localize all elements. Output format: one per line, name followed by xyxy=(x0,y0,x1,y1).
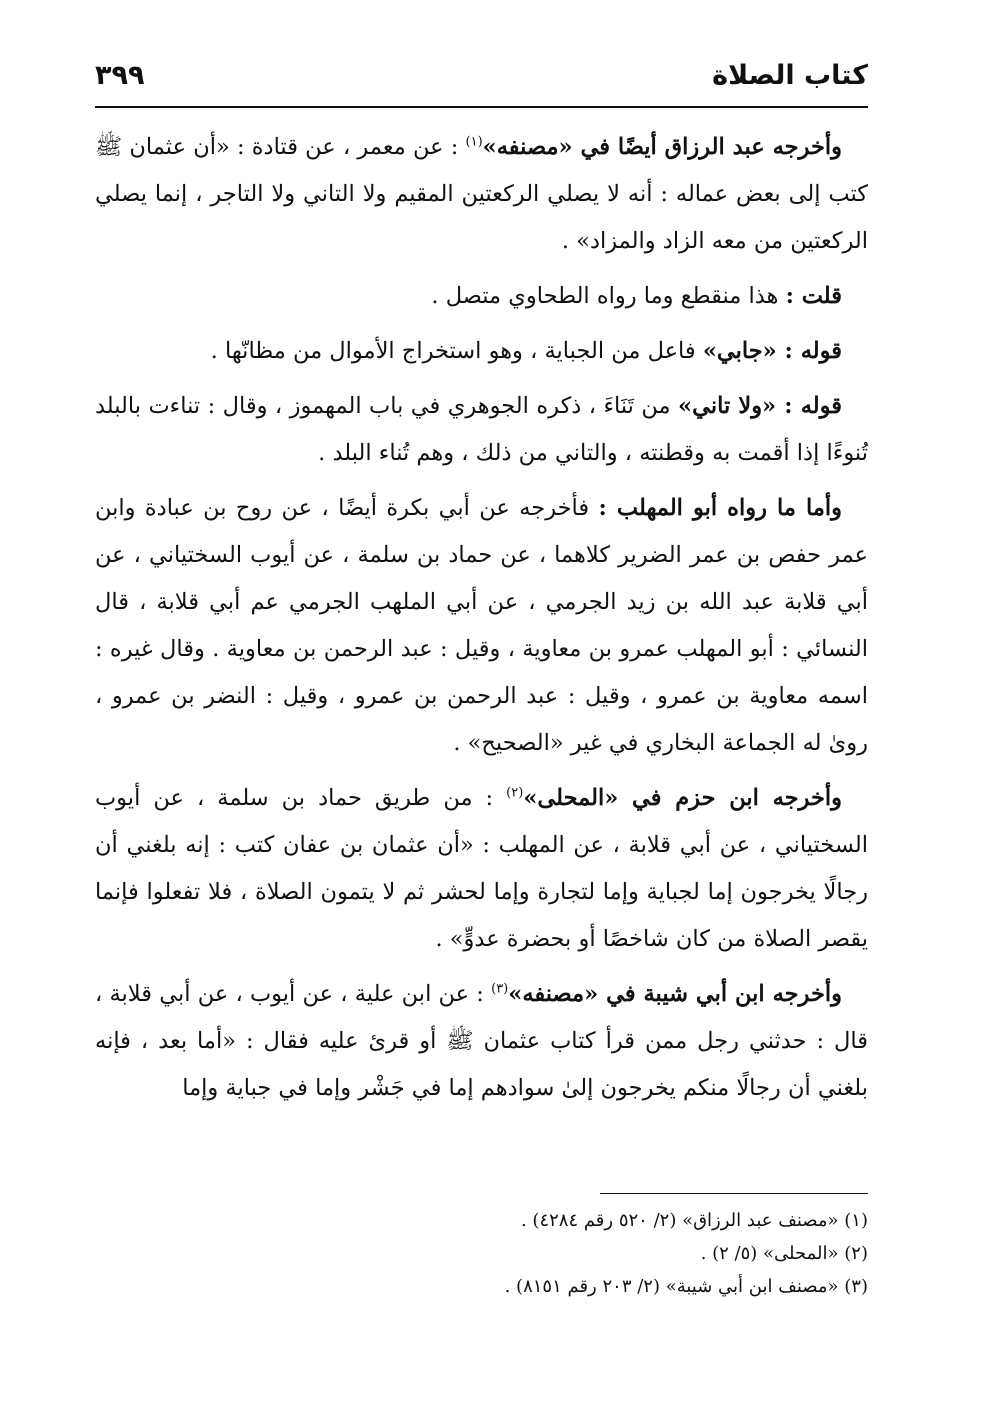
footnote: (٢) «المحلى» (٥/ ٢) . xyxy=(700,1243,868,1264)
paragraph-lead: وأخرجه ابن حزم في «المحلى» xyxy=(523,785,842,811)
footnote-ref: (٢) xyxy=(506,785,524,801)
footnote-ref: (١) xyxy=(465,134,483,150)
paragraph xyxy=(95,485,868,767)
footnote: (١) «مصنف عبد الرزاق» (٢/ ٥٢٠ رقم ٤٢٨٤) . xyxy=(520,1210,868,1231)
footnote: (٣) «مصنف ابن أبي شيبة» (٢/ ٢٠٣ رقم ٨١٥١) . xyxy=(504,1276,868,1297)
header-rule xyxy=(95,106,868,108)
paragraph xyxy=(95,971,868,1112)
paragraph xyxy=(95,124,868,265)
footnote-ref: (٣) xyxy=(491,981,509,997)
running-title: كتاب الصلاة xyxy=(712,60,868,91)
paragraph-text: : من طريق حماد بن سلمة ، عن أيوب السختياني ، عن أبي قلابة ، عن المهلب : «أن عثمان بن عفان كتب : إنه بلغني أن رجالًا يخرجون إما لجباية وإما لتجارة وإما لحشر ثم لا يتمون الصلاة ، فلا تفعلوا فإنما يقصر الصلاة من كان شاخصًا أو بحضرة عدوٍّ» . xyxy=(95,785,868,952)
paragraph-text: فأخرجه عن أبي بكرة أيضًا ، عن روح بن عبادة وابن عمر حفص بن عمر الضرير كلاهما ، عن حماد بن سلمة ، عن أيوب السختياني ، عن أبي قلابة عبد الله بن زيد الجرمي ، عن أبي الملهب الجرمي عم أبي قلابة ، قال النسائي : أبو المهلب عمرو بن معاوية ، وقيل : عبد الرحمن بن معاوية . وقال غيره : اسمه معاوية بن عمرو ، وقيل : عبد الرحمن بن عمرو ، وقيل : النضر بن عمرو ، روىٰ له الجماعة البخاري في غير «الصحيح» . xyxy=(95,495,868,756)
paragraph-text: : عن ابن علية ، عن أيوب ، عن أبي قلابة ، قال : حدثني رجل ممن قرأ كتاب عثمان ﷺ أو قرئ عليه فقال : «أما بعد ، فإنه بلغني أن رجالًا منكم يخرجون إلىٰ سوادهم إما في جَشْر وإما في جباية وإما xyxy=(95,981,868,1101)
paragraph-lead: قوله : «جابي» xyxy=(702,338,842,364)
paragraph-lead: وأخرجه ابن أبي شيبة في «مصنفه» xyxy=(508,981,842,1007)
paragraph xyxy=(95,775,868,963)
paragraph-lead: قوله : «ولا تاني» xyxy=(678,393,842,419)
paragraph-text: من تَنَاءَ ، ذكره الجوهري في باب المهموز ، وقال : تناءت بالبلد تُنوءًا إذا أقمت به وقطنته ، والتاني من ذلك ، وهم تُناء البلد . xyxy=(95,393,868,466)
paragraph-text: فاعل من الجباية ، وهو استخراج الأموال من مظانّها . xyxy=(210,338,703,364)
paragraph-lead: وأخرجه عبد الرزاق أيضًا في «مصنفه» xyxy=(482,134,842,160)
footnotes xyxy=(95,1204,868,1303)
paragraph xyxy=(95,273,868,320)
paragraph-lead: قلت : xyxy=(785,283,842,309)
page-header xyxy=(95,52,868,108)
paragraph xyxy=(95,328,868,375)
paragraph-text: هذا منقطع وما رواه الطحاوي متصل . xyxy=(431,283,786,309)
footnote-rule xyxy=(600,1193,868,1194)
paragraph-text: : عن معمر ، عن قتادة : «أن عثمان ﷺ كتب إلى بعض عماله : أنه لا يصلي الركعتين المقيم ولا التاني ولا التاجر ، إنما يصلي الركعتين من معه الزاد والمزاد» . xyxy=(95,134,868,254)
paragraph xyxy=(95,383,868,477)
page-number: ٣٩٩ xyxy=(95,60,145,91)
main-text xyxy=(95,124,868,1120)
paragraph-lead: وأما ما رواه أبو المهلب : xyxy=(598,495,843,521)
